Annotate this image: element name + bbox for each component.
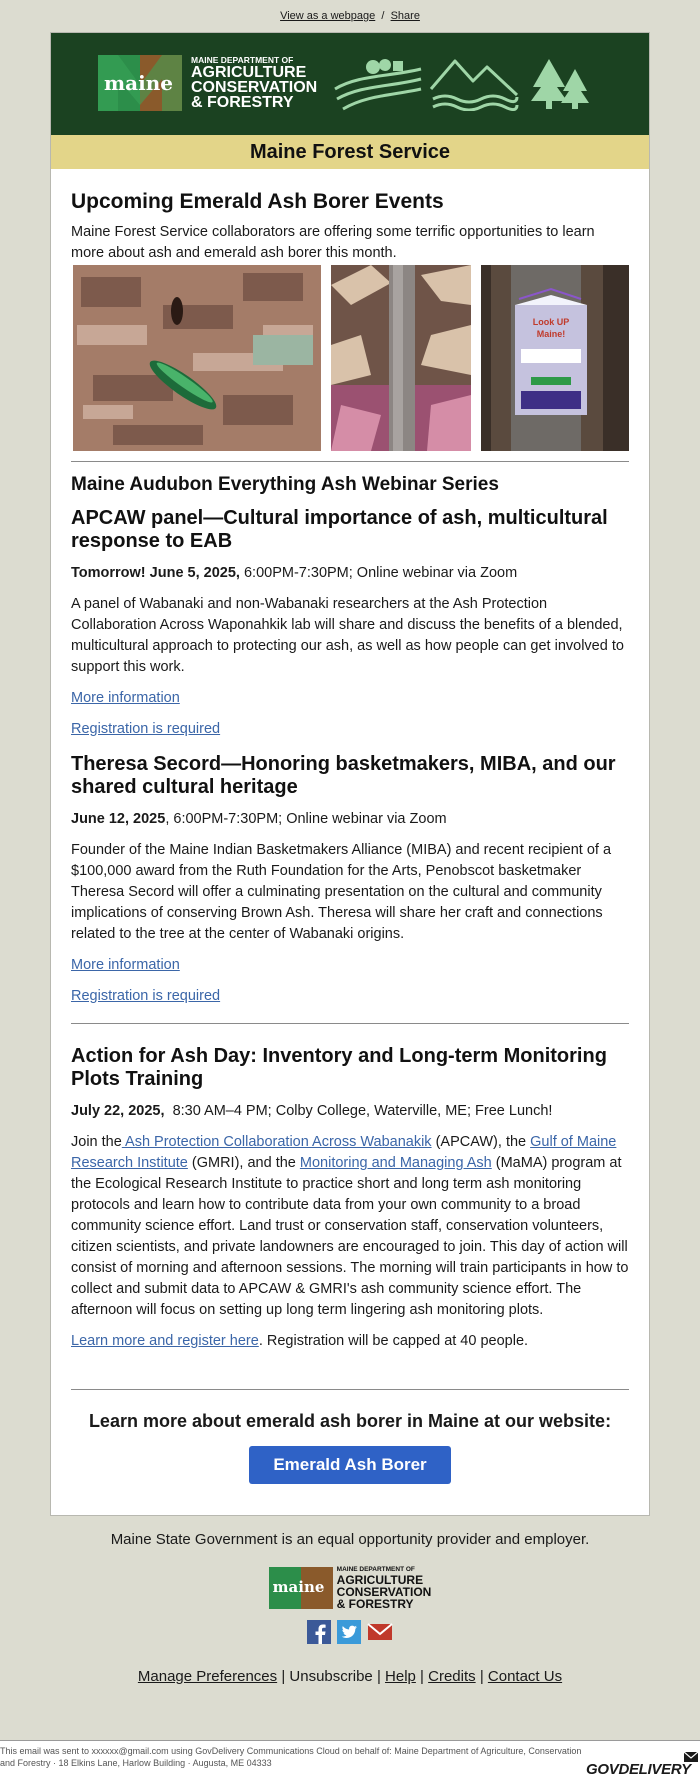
govdelivery-logo	[586, 1751, 698, 1779]
sign-text-line-2: Maine!	[536, 329, 566, 339]
event-apcaw-panel	[71, 507, 629, 740]
action-body-post: (MaMA) program at the Ecological Research Institute to practice short and long term ash monitoring protocols and learn how to contribute data from your own community to a broad community science effort. Land trust or conservation staff, conservation volunteers, citizen scientists, and private landowners are encouraged to join. This day of action will consist of morning and afternoon sessions. The morning will train participants in how to collect and submit data to APCAW & GMRI's ash community science effort. The afternoon will focus on setting up long term lingering ash monitoring plots.	[71, 1155, 629, 1318]
event1-title: APCAW panel—Cultural importance of ash, multicultural response to EAB	[71, 507, 608, 552]
footer-sep-2: |	[376, 1668, 381, 1685]
footer-sep-4: |	[479, 1668, 484, 1685]
dacf-logo	[98, 55, 182, 111]
emerald-ash-borer-button[interactable]: Emerald Ash Borer	[249, 1446, 451, 1484]
divider-2	[71, 1023, 629, 1024]
gmri-link[interactable]: Gulf of Maine Research Institute	[71, 1134, 617, 1171]
action-body-pre: Join the	[71, 1134, 122, 1150]
action-body-mid1: (APCAW), the	[431, 1134, 531, 1150]
emerald-ash-borer-photo	[73, 265, 321, 451]
event1-date-bold: Tomorrow! June 5, 2025,	[71, 565, 240, 581]
dept-line-4: & FORESTRY	[191, 94, 294, 111]
event1-body: A panel of Wabanaki and non-Wabanaki researchers at the Ash Protection Collaboration Across Waponahkik lab will share and discuss the benefits of a blended, multicultural approach to protecting our ash, as well as how people can get involved to support this work.	[71, 596, 624, 675]
webinar-series-title: Maine Audubon Everything Ash Webinar Series	[71, 474, 499, 495]
facebook-icon[interactable]	[307, 1620, 331, 1644]
look-up-maine-sign-photo	[481, 265, 629, 451]
learn-more-register-link[interactable]: Learn more and register here	[71, 1333, 259, 1349]
footer-maine-logo	[269, 1567, 333, 1609]
footer-logo-word: maine	[272, 1578, 325, 1596]
dept-name	[191, 55, 317, 110]
event1-date	[71, 563, 629, 584]
action-body-mid2: (GMRI), and the	[187, 1155, 300, 1171]
farm-fields-icon	[333, 55, 423, 111]
top-links	[0, 0, 700, 32]
intro-body: Maine Forest Service collaborators are offering some terrific opportunities to learn more about ash and emerald ash borer this month.	[71, 224, 595, 261]
intro-title: Upcoming Emerald Ash Borer Events	[71, 190, 444, 213]
view-as-webpage-link[interactable]: View as a webpage	[280, 10, 376, 22]
footer-logo	[0, 1566, 700, 1614]
webinar-series-section	[71, 473, 629, 497]
event2-date	[71, 809, 629, 830]
manage-preferences-link[interactable]: Manage Preferences	[137, 1668, 278, 1685]
footer-dept-line-3: CONSERVATION	[336, 1585, 432, 1599]
dept-line-1: MAINE DEPARTMENT OF	[191, 55, 294, 65]
action-date-bold: July 22, 2025,	[71, 1103, 165, 1119]
govdelivery-wordmark: GOVDELIVERY	[586, 1761, 691, 1778]
dept-line-2: AGRICULTURE	[191, 64, 307, 81]
email-card	[50, 32, 650, 1516]
unsubscribe-link[interactable]: Unsubscribe	[289, 1668, 373, 1685]
event2-title: Theresa Secord—Honoring basketmakers, MIBA, and our shared cultural heritage	[71, 753, 616, 798]
action-date-rest: 8:30 AM–4 PM; Colby College, Waterville, ME; Free Lunch!	[164, 1103, 553, 1119]
event2-register-link[interactable]: Registration is required	[71, 988, 221, 1004]
action-learn-more	[71, 1331, 629, 1352]
maine-logo-word: maine	[104, 71, 173, 95]
footer-sep-1: |	[281, 1668, 286, 1685]
share-link[interactable]: Share	[390, 10, 420, 22]
event2-more-info-link[interactable]: More information	[71, 957, 180, 973]
footer-dept-line-1: MAINE DEPARTMENT OF	[336, 1566, 415, 1573]
cta-section	[71, 1411, 629, 1484]
footer-sep-3: |	[420, 1668, 424, 1685]
govdelivery-footer	[0, 1740, 700, 1783]
sign-text-line-1: Look UP	[532, 317, 570, 327]
divider-1	[71, 461, 629, 462]
social-icons	[0, 1620, 700, 1649]
divider-3	[71, 1389, 629, 1390]
cta-heading: Learn more about emerald ash borer in Maine at our website:	[88, 1411, 612, 1431]
ash-branch-photo	[331, 265, 471, 451]
footer-dept-line-2: AGRICULTURE	[336, 1573, 424, 1587]
action-learn-rest: . Registration will be capped at 40 people.	[258, 1333, 529, 1349]
event1-more-info-link[interactable]: More information	[71, 690, 180, 706]
pine-trees-icon	[529, 55, 595, 111]
intro-section	[71, 190, 629, 264]
email-share-icon[interactable]	[367, 1620, 393, 1644]
banner	[51, 33, 649, 135]
service-title-bar: Maine Forest Service	[51, 135, 649, 169]
action-title: Action for Ash Day: Inventory and Long-term Monitoring Plots Training	[71, 1045, 607, 1090]
event1-date-rest: 6:00PM-7:30PM; Online webinar via Zoom	[239, 565, 518, 581]
apcaw-link[interactable]: Ash Protection Collaboration Across Wabanakik	[121, 1134, 432, 1150]
event2-date-bold: June 12, 2025	[71, 811, 166, 827]
equal-opportunity-text: Maine State Government is an equal opportunity provider and employer.	[110, 1531, 590, 1548]
event2-body: Founder of the Maine Indian Basketmakers Alliance (MIBA) and recent recipient of a $100,000 award from the Ruth Foundation for the Arts, Penobscot basketmaker Theresa Secord will offer a culminating presentation on the cultural and community implications of conserving Brown Ash. Theresa will share her craft and connections related to the tree at the center of Wabanaki origins.	[71, 842, 612, 942]
twitter-icon[interactable]	[337, 1620, 361, 1644]
action-date	[71, 1101, 629, 1122]
credits-link[interactable]: Credits	[428, 1668, 476, 1685]
footer-dept-name	[337, 1566, 432, 1610]
footer-links	[0, 1668, 700, 1685]
mountains-water-icon	[429, 55, 519, 111]
top-links-separator: /	[381, 10, 385, 22]
sent-note: This email was sent to xxxxxx@gmail.com using GovDelivery Communications Cloud on behalf of: Maine Department of Agriculture, Conservation and Forestry · 18 Elkins Lane, Harlow Building · Augusta, ME 04333	[0, 1746, 582, 1768]
help-link[interactable]: Help	[385, 1668, 416, 1685]
event1-register-link[interactable]: Registration is required	[71, 721, 221, 737]
contact-us-link[interactable]: Contact Us	[487, 1668, 563, 1685]
photo-strip	[73, 265, 629, 451]
event-theresa-secord	[71, 753, 629, 1007]
action-for-ash-day-section	[71, 1045, 629, 1352]
event2-date-rest: , 6:00PM-7:30PM; Online webinar via Zoom	[165, 811, 447, 827]
mama-link[interactable]: Monitoring and Managing Ash	[299, 1155, 492, 1171]
action-body	[71, 1132, 629, 1321]
footer-dept-line-4: & FORESTRY	[336, 1597, 414, 1611]
dept-line-3: CONSERVATION	[191, 79, 318, 96]
